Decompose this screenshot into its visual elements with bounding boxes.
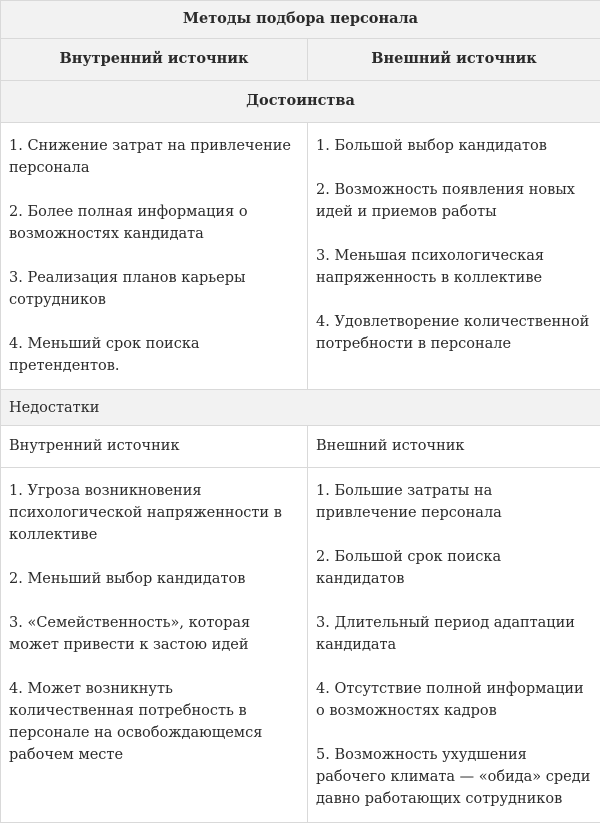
- list-item: 3. Реализация планов карьеры сотрудников: [9, 267, 299, 311]
- list-item: 2. Более полная информация о возможностях кандидата: [9, 201, 299, 245]
- advantages-heading: Достоинства: [1, 81, 600, 123]
- list-item: 1. Большие затраты на привлечение персонала: [316, 480, 592, 524]
- list-item: 4. Меньший срок поиска претендентов.: [9, 333, 299, 377]
- list-item: 4. Отсутствие полной информации о возможностях кадров: [316, 678, 592, 722]
- disadvantages-heading: Недостатки: [1, 390, 600, 426]
- disadvantages-external-cell: [308, 468, 600, 823]
- list-item: 5. Возможность ухудшения рабочего климата — «обида» среди давно работающих сотрудников: [316, 744, 592, 810]
- list-item: 3. Длительный период адаптации кандидата: [316, 612, 592, 656]
- list-item: 2. Возможность появления новых идей и приемов работы: [316, 179, 592, 223]
- disadvantages-external-label: Внешний источник: [308, 426, 600, 468]
- list-item: 3. Меньшая психологическая напряженность в коллективе: [316, 245, 592, 289]
- list-item: 1. Большой выбор кандидатов: [316, 135, 592, 157]
- column-header-external: Внешний источник: [308, 39, 600, 81]
- column-header-internal: Внутренний источник: [1, 39, 308, 81]
- list-item: 1. Угроза возникновения психологической напряженности в коллективе: [9, 480, 299, 546]
- list-item: 4. Удовлетворение количественной потребности в персонале: [316, 311, 592, 355]
- list-item: 2. Меньший выбор кандидатов: [9, 568, 299, 590]
- table-title: Методы подбора персонала: [1, 1, 600, 39]
- list-item: 2. Большой срок поиска кандидатов: [316, 546, 592, 590]
- list-item: 1. Снижение затрат на привлечение персонала: [9, 135, 299, 179]
- disadvantages-internal-label: Внутренний источник: [1, 426, 308, 468]
- list-item: 4. Может возникнуть количественная потребность в персонале на освобождающемся рабочем месте: [9, 678, 299, 766]
- advantages-internal-cell: [1, 123, 308, 390]
- disadvantages-internal-cell: [1, 468, 308, 823]
- list-item: 3. «Семейственность», которая может привести к застою идей: [9, 612, 299, 656]
- advantages-external-cell: [308, 123, 600, 390]
